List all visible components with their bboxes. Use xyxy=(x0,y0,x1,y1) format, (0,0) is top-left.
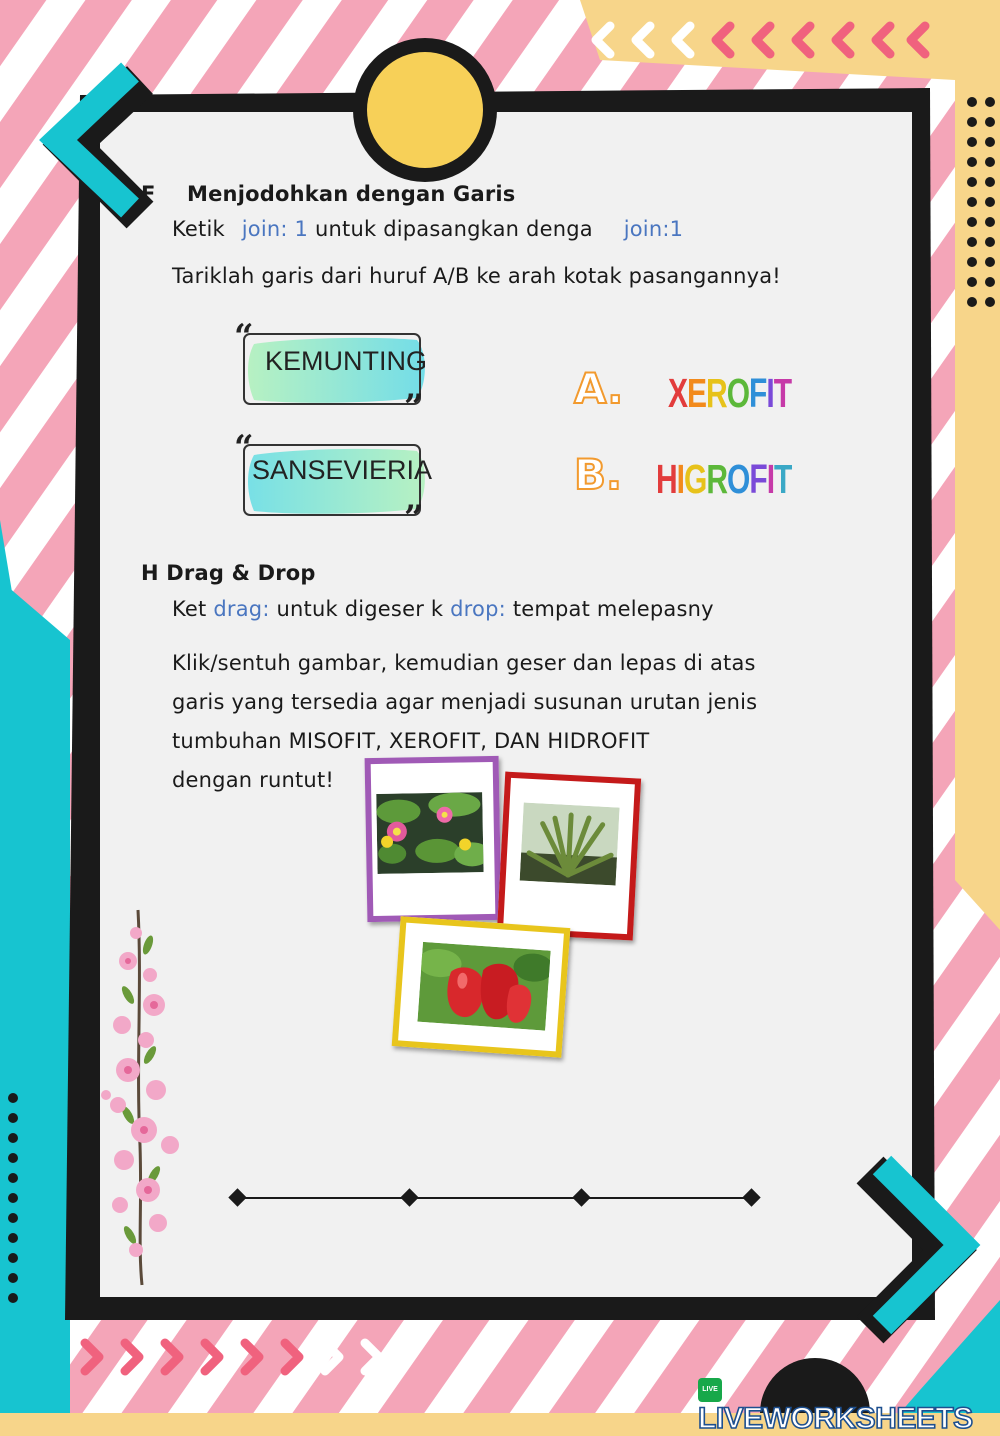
instruction-line: Klik/sentuh gambar, kemudian geser dan lepas di atas xyxy=(172,651,756,675)
option-b-word: HIGROFIT xyxy=(656,458,792,503)
brand-text: LIVEWORKSHEETS xyxy=(698,1402,973,1435)
card-kemunting[interactable] xyxy=(232,322,442,412)
svg-text:”: ” xyxy=(404,387,424,412)
svg-text:“: “ xyxy=(234,433,254,468)
instruction-line: tumbuhan MISOFIT, XEROFIT, DAN HIDROFIT xyxy=(172,729,650,753)
note-code-join: join: 1 xyxy=(241,217,309,241)
note-mid: untuk digeser k xyxy=(276,597,444,621)
instruction-line: dengan runtut! xyxy=(172,768,334,792)
drag-image-rose-apple[interactable] xyxy=(392,916,571,1058)
note-prefix: Ket xyxy=(172,597,207,621)
card-label: SANSEVIERIA xyxy=(252,455,433,485)
option-b-letter[interactable]: B. xyxy=(574,450,622,499)
section-f-instruction: Tariklah garis dari huruf A/B ke arah kotak pasangannya! xyxy=(172,264,781,288)
option-a-letter[interactable]: A. xyxy=(574,364,624,413)
note-prefix: Ketik xyxy=(172,217,225,241)
drop-line xyxy=(228,1186,764,1210)
rose-apple-image xyxy=(417,942,550,1031)
svg-text:”: ” xyxy=(404,498,424,523)
section-h-title: H Drag & Drop xyxy=(141,561,316,585)
note-code-drop: drop: xyxy=(450,597,506,621)
drag-image-aloe[interactable] xyxy=(497,772,641,941)
svg-text:“: “ xyxy=(234,322,254,357)
option-a-word: XEROFIT xyxy=(668,372,792,417)
section-f-note xyxy=(172,217,683,241)
drag-image-lotus[interactable] xyxy=(365,756,502,922)
section-f-title: Menjodohkan dengan Garis xyxy=(187,182,516,206)
card-label: KEMUNTING xyxy=(265,346,427,376)
note-code-drag: drag: xyxy=(213,597,270,621)
note-mid: untuk dipasangkan denga xyxy=(315,217,593,241)
flower-branch-icon xyxy=(98,905,193,1290)
lotus-image xyxy=(376,792,483,874)
live-badge-icon: LIVE xyxy=(698,1378,722,1402)
liveworksheets-logo[interactable] xyxy=(698,1378,1000,1436)
section-f-letter: F xyxy=(141,182,156,206)
note-code-join-2: join:1 xyxy=(623,217,684,241)
section-h-note xyxy=(172,597,714,621)
aloe-image xyxy=(520,803,620,886)
instruction-line: garis yang tersedia agar menjadi susunan urutan jenis xyxy=(172,690,758,714)
note-suffix: tempat melepasny xyxy=(512,597,714,621)
card-sansevieria[interactable] xyxy=(232,433,442,523)
